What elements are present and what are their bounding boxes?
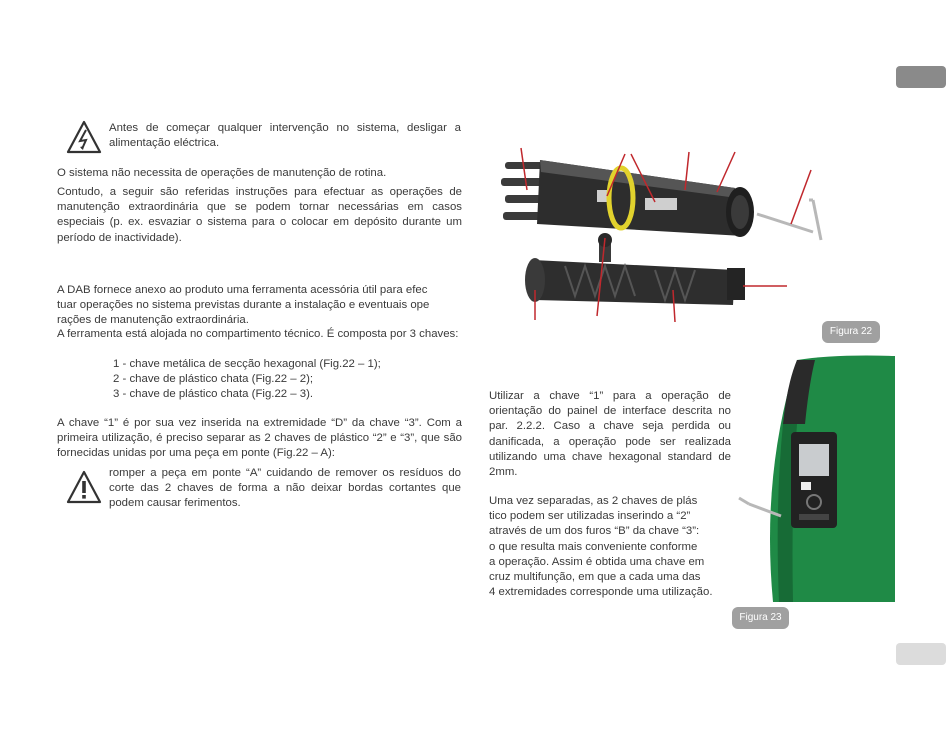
display-screen xyxy=(799,444,829,476)
line: tuar operações no sistema previstas durante a instalação e eventuais ope xyxy=(57,299,430,312)
line: o que resulta mais conveniente conforme xyxy=(489,540,698,553)
list-item: 2 - chave de plástico chata (Fig.22 – 2); xyxy=(113,373,314,386)
figure-23-caption: Figura 23 xyxy=(732,607,789,629)
warning-power-off: Antes de começar qualquer intervenção no sistema, desligar a alimentação eléctrica. xyxy=(109,122,461,150)
paragraph-hex-key-use: Utilizar a chave “1” para a operação de orientação do painel de interface descrita no par. 2.2.2. Caso a chave seja perdida ou danificada, a operação pode ser realizada utilizando uma chave hexagonal standard de 2mm. xyxy=(489,390,731,479)
line: através de um dos furos “B” da chave “3”: xyxy=(489,525,700,538)
paragraph-tool-composition: A ferramenta está alojada no compartimento técnico. É composta por 3 chaves: xyxy=(57,328,459,340)
warning-icon xyxy=(66,470,102,504)
figure-22-caption: Figura 22 xyxy=(822,321,880,343)
plastic-key-2 xyxy=(525,258,745,305)
keys-list xyxy=(113,357,453,403)
line: tico podem ser utilizadas inserindo a “2” xyxy=(489,510,691,523)
paragraph-tool-supplied xyxy=(57,283,477,329)
line: A DAB fornece anexo ao produto uma ferramenta acessória útil para efec xyxy=(57,284,428,296)
electrical-hazard-icon xyxy=(66,120,102,154)
line: a operação. Assim é obtida uma chave em xyxy=(489,555,705,568)
line: cruz multifunção, em que a cada uma das xyxy=(489,571,701,584)
paragraph-extraordinary-maintenance: Contudo, a seguir são referidas instruções para efectuar as operações de manutenção extraordinária que se podem tornar necessárias em casos especiais (p. ex. esvaziar o sistema para o colocar em depósito durante um período de inactividade). xyxy=(57,186,462,244)
paragraph-key-insertion: A chave “1” é por sua vez inserida na extremidade “D” da chave “3”. Com a primeira utilização, é preciso separar as 2 chaves de plástico “2” e “3”, que são fornecidas unidas por uma peça em ponte (Fig.22 – A): xyxy=(57,417,462,460)
figure-22-tool-illustration xyxy=(495,140,825,330)
figure-23-pump-illustration xyxy=(735,354,895,602)
list-item: 3 - chave de plástico chata (Fig.22 – 3). xyxy=(113,388,314,401)
line: 4 extremidades corresponde uma utilização. xyxy=(489,586,713,599)
paragraph-no-routine-maintenance: O sistema não necessita de operações de manutenção de rotina. xyxy=(57,167,387,179)
warning-break-bridge: romper a peça em ponte “A” cuidando de remover os resíduos do corte das 2 chaves de forma a não deixar bordas cortantes que podem causar ferimentos. xyxy=(109,467,461,510)
line: rações de manutenção extraordinária. xyxy=(57,314,249,327)
section-tab-dark xyxy=(896,66,946,88)
paragraph-cross-key xyxy=(489,494,739,600)
line: Uma vez separadas, as 2 chaves de plás xyxy=(489,495,698,507)
section-tab-light xyxy=(896,643,946,665)
hex-key-1 xyxy=(757,200,821,240)
list-item: 1 - chave metálica de secção hexagonal (Fig.22 – 1); xyxy=(113,358,381,370)
